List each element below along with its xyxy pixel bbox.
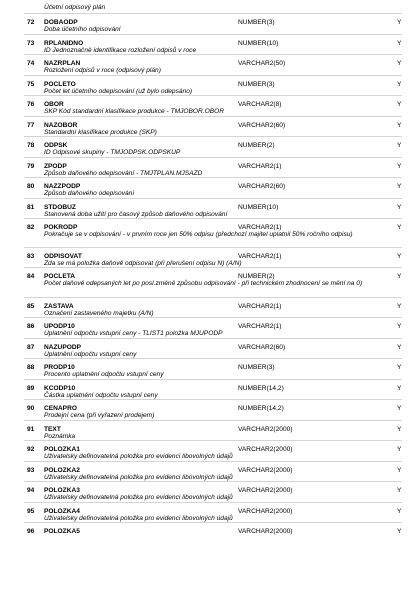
row-divider (24, 297, 402, 298)
table-row (0, 399, 416, 420)
column-type: NUMBER(14,2) (238, 405, 284, 412)
column-number: 96 (27, 528, 35, 535)
column-nullable: Y (397, 384, 402, 392)
column-nullable: Y (397, 487, 402, 494)
row-divider (24, 34, 402, 35)
column-type: VARCHAR2(1) (238, 224, 282, 231)
column-number: 85 (27, 302, 35, 310)
column-description: Počet daňově odepsaných let po posl.změně způsobu odpisování - při technickém zhodnocení se mění na 0) (44, 280, 363, 287)
column-description: Prodejní cena (při vyřazení prodejem) (44, 412, 155, 419)
table-row (0, 218, 416, 247)
column-description: Částka uplatnění odpočtu vstupní ceny (44, 391, 158, 399)
column-description: Doba účetního odpisování (44, 26, 121, 33)
column-nullable: Y (397, 60, 402, 67)
column-description: Uplatnění odpočtu vstupní ceny (44, 350, 137, 358)
table-row (0, 338, 416, 359)
column-number: 90 (27, 405, 35, 412)
column-type: NUMBER(10) (238, 39, 279, 47)
column-description: Stanovená doba užití pro časový způsob daňového odpisování (44, 210, 228, 218)
column-type: VARCHAR2(2000) (238, 425, 293, 433)
column-description: Standardní klasifikace produkce (SKP) (44, 128, 157, 136)
column-name: ODPSK (44, 142, 68, 149)
column-nullable: Y (397, 80, 402, 88)
row-divider (24, 136, 402, 137)
table-row (0, 198, 416, 219)
column-name: ZASTAVA (44, 302, 74, 310)
column-name: CENAPRO (44, 405, 77, 412)
column-type: VARCHAR2(8) (238, 101, 282, 108)
column-name: NAZUPODP (44, 343, 81, 351)
table-row (0, 420, 416, 441)
column-number: 88 (27, 364, 35, 371)
column-nullable: Y (397, 507, 402, 515)
column-description: Uživatelsky definovatelná položka pro evidenci libovolných údajů (44, 473, 233, 481)
column-description: Označení zastaveného majetku (A/N) (44, 309, 154, 317)
table-row (0, 177, 416, 198)
column-number: 81 (27, 203, 35, 211)
column-number: 76 (27, 101, 35, 108)
column-name: POLOZKA1 (44, 446, 80, 453)
column-type: VARCHAR2(2000) (238, 507, 293, 515)
column-number: 79 (27, 162, 35, 170)
row-divider (24, 267, 402, 268)
table-row (0, 317, 416, 338)
column-nullable: Y (397, 273, 402, 280)
column-nullable: Y (397, 203, 402, 211)
table-row (0, 13, 416, 34)
column-type: NUMBER(3) (238, 80, 275, 88)
column-name: NAZRPLAN (44, 60, 81, 67)
column-number: 86 (27, 323, 35, 330)
table-row (0, 34, 416, 55)
column-description: Způsob daňového odepisování - TMJTPLAN.MJSAZD (44, 169, 203, 177)
column-type: NUMBER(3) (238, 364, 275, 371)
column-type: VARCHAR2(2000) (238, 487, 293, 494)
column-description: Procento uplatnění odpočtu vstupní ceny (44, 371, 164, 378)
column-name: POLOZKA4 (44, 507, 80, 515)
column-nullable: Y (397, 528, 402, 535)
table-row (0, 481, 416, 502)
table-row (0, 461, 416, 482)
table-row (0, 297, 416, 318)
column-type: VARCHAR2(1) (238, 162, 282, 170)
row-divider (24, 338, 402, 339)
table-row (0, 116, 416, 137)
column-description: Počet let účetního odepisování (už bylo odepsáno) (44, 87, 193, 95)
column-nullable: Y (397, 19, 402, 26)
row-divider (24, 481, 402, 482)
row-divider (24, 218, 402, 219)
column-type: NUMBER(10) (238, 203, 279, 211)
column-number: 92 (27, 446, 35, 453)
column-type: VARCHAR2(2000) (238, 446, 293, 453)
column-nullable: Y (397, 142, 402, 149)
column-nullable: Y (397, 252, 402, 260)
table-row (0, 75, 416, 96)
column-name: ZPODP (44, 162, 67, 170)
column-number: 95 (27, 507, 35, 515)
column-type: VARCHAR2(1) (238, 323, 282, 330)
column-nullable: Y (397, 302, 402, 310)
column-name: POCLETO (44, 80, 76, 88)
table-row (0, 358, 416, 379)
column-description: SKP Kód standardní klasifikace produkce - TMJOBOR.OBOR (44, 108, 225, 115)
column-name: UPODP10 (44, 323, 75, 330)
row-divider (24, 13, 402, 14)
column-description: Uživatelsky definovatelná položka pro evidenci libovolných údajů (44, 453, 233, 460)
table-row (0, 267, 416, 297)
column-nullable: Y (397, 405, 402, 412)
column-nullable: Y (397, 425, 402, 433)
column-nullable: Y (397, 343, 402, 351)
row-divider (24, 95, 402, 96)
column-name: STDOBUZ (44, 203, 76, 211)
column-nullable: Y (397, 39, 402, 47)
column-type: VARCHAR2(1) (238, 252, 282, 260)
column-nullable: Y (397, 364, 402, 371)
column-number: 93 (27, 466, 35, 474)
column-nullable: Y (397, 162, 402, 170)
column-number: 91 (27, 425, 35, 433)
table-row (0, 502, 416, 523)
row-divider (24, 247, 402, 248)
row-divider (24, 116, 402, 117)
row-divider (24, 157, 402, 158)
table-row (0, 54, 416, 75)
row-divider (24, 420, 402, 421)
row-divider (24, 461, 402, 462)
column-description: Rozložení odpisů v roce (odpisový plán) (44, 67, 161, 74)
row-divider (24, 502, 402, 503)
row-divider (24, 75, 402, 76)
column-name: RPLANIDNO (44, 39, 84, 47)
row-divider (24, 379, 402, 380)
column-number: 72 (27, 19, 35, 26)
column-name: NAZZPODP (44, 183, 81, 190)
column-number: 73 (27, 39, 35, 47)
column-type: VARCHAR2(2000) (238, 528, 293, 535)
row-divider (24, 198, 402, 199)
row-divider (24, 317, 402, 318)
column-type: NUMBER(3) (238, 19, 275, 26)
row-divider (24, 358, 402, 359)
column-type: VARCHAR2(50) (238, 60, 286, 67)
column-name: DOBAODP (44, 19, 78, 26)
continued-description: Účetní odpisový plán (44, 4, 106, 11)
column-type: VARCHAR2(1) (238, 302, 282, 310)
table-row (0, 522, 416, 542)
column-description: Zda se má položka daňově odpisovat (při přerušení odpisu N) (A/N) (44, 259, 242, 267)
column-number: 94 (27, 487, 35, 494)
column-type: NUMBER(14,2) (238, 384, 284, 392)
column-nullable: Y (397, 323, 402, 330)
column-nullable: Y (397, 466, 402, 474)
column-name: POLOZKA5 (44, 528, 80, 535)
column-name: KCODP10 (44, 384, 76, 392)
column-name: POLOZKA2 (44, 466, 80, 474)
table-row (0, 157, 416, 178)
column-type: NUMBER(2) (238, 142, 275, 149)
column-description: Uživatelsky definovatelná položka pro evidenci libovolných údajů (44, 494, 233, 501)
column-number: 87 (27, 343, 35, 351)
column-description: Uplatnění odpočtu vstupní ceny - TLIST1 položka MJUPODP (44, 330, 223, 337)
column-nullable: Y (397, 183, 402, 190)
column-name: TEXT (44, 425, 61, 433)
column-number: 82 (27, 224, 35, 231)
column-number: 84 (27, 273, 35, 280)
column-nullable: Y (397, 101, 402, 108)
row-divider (24, 440, 402, 441)
column-name: POCLETA (44, 273, 76, 280)
column-name: ODPISOVAT (44, 252, 82, 260)
column-name: OBOR (44, 101, 64, 108)
column-name: NAZOBOR (44, 121, 78, 129)
column-number: 77 (27, 121, 35, 129)
row-divider (24, 399, 402, 400)
column-type: VARCHAR2(2000) (238, 466, 293, 474)
table-row (0, 95, 416, 116)
column-name: PRODP10 (44, 364, 75, 371)
column-number: 89 (27, 384, 35, 392)
column-description: Poznámka (44, 432, 76, 440)
column-number: 74 (27, 60, 35, 67)
table-row (0, 379, 416, 400)
column-number: 75 (27, 80, 35, 88)
column-name: POKRODP (44, 224, 78, 231)
column-description: Způsob daňového odepisování (44, 190, 135, 197)
column-description: Pokračuje se v odpisování - v prvním roce jen 50% odpisu (předchozí majitel uplatnil 50% ročního odpisu) (44, 231, 353, 238)
column-description: ID Jednoznačně identifikace rozložení odpisů v roce (44, 46, 197, 54)
column-number: 78 (27, 142, 35, 149)
column-type: VARCHAR2(60) (238, 121, 286, 129)
column-number: 83 (27, 252, 35, 260)
column-nullable: Y (397, 224, 402, 231)
column-table (0, 13, 416, 542)
column-name: POLOZKA3 (44, 487, 80, 494)
table-row (0, 136, 416, 157)
table-row (0, 247, 416, 268)
column-nullable: Y (397, 446, 402, 453)
column-type: VARCHAR2(60) (238, 183, 286, 190)
column-description: ID Odpisové skupiny - TMJODPSK.ODPSKUP (44, 149, 181, 156)
table-row (0, 440, 416, 461)
column-nullable: Y (397, 121, 402, 129)
row-divider (24, 522, 402, 523)
row-divider (24, 177, 402, 178)
column-type: NUMBER(2) (238, 273, 275, 280)
column-number: 80 (27, 183, 35, 190)
column-type: VARCHAR2(60) (238, 343, 286, 351)
row-divider (24, 54, 402, 55)
column-description: Uživatelsky definovatelná položka pro evidenci libovolných údajů (44, 514, 233, 522)
